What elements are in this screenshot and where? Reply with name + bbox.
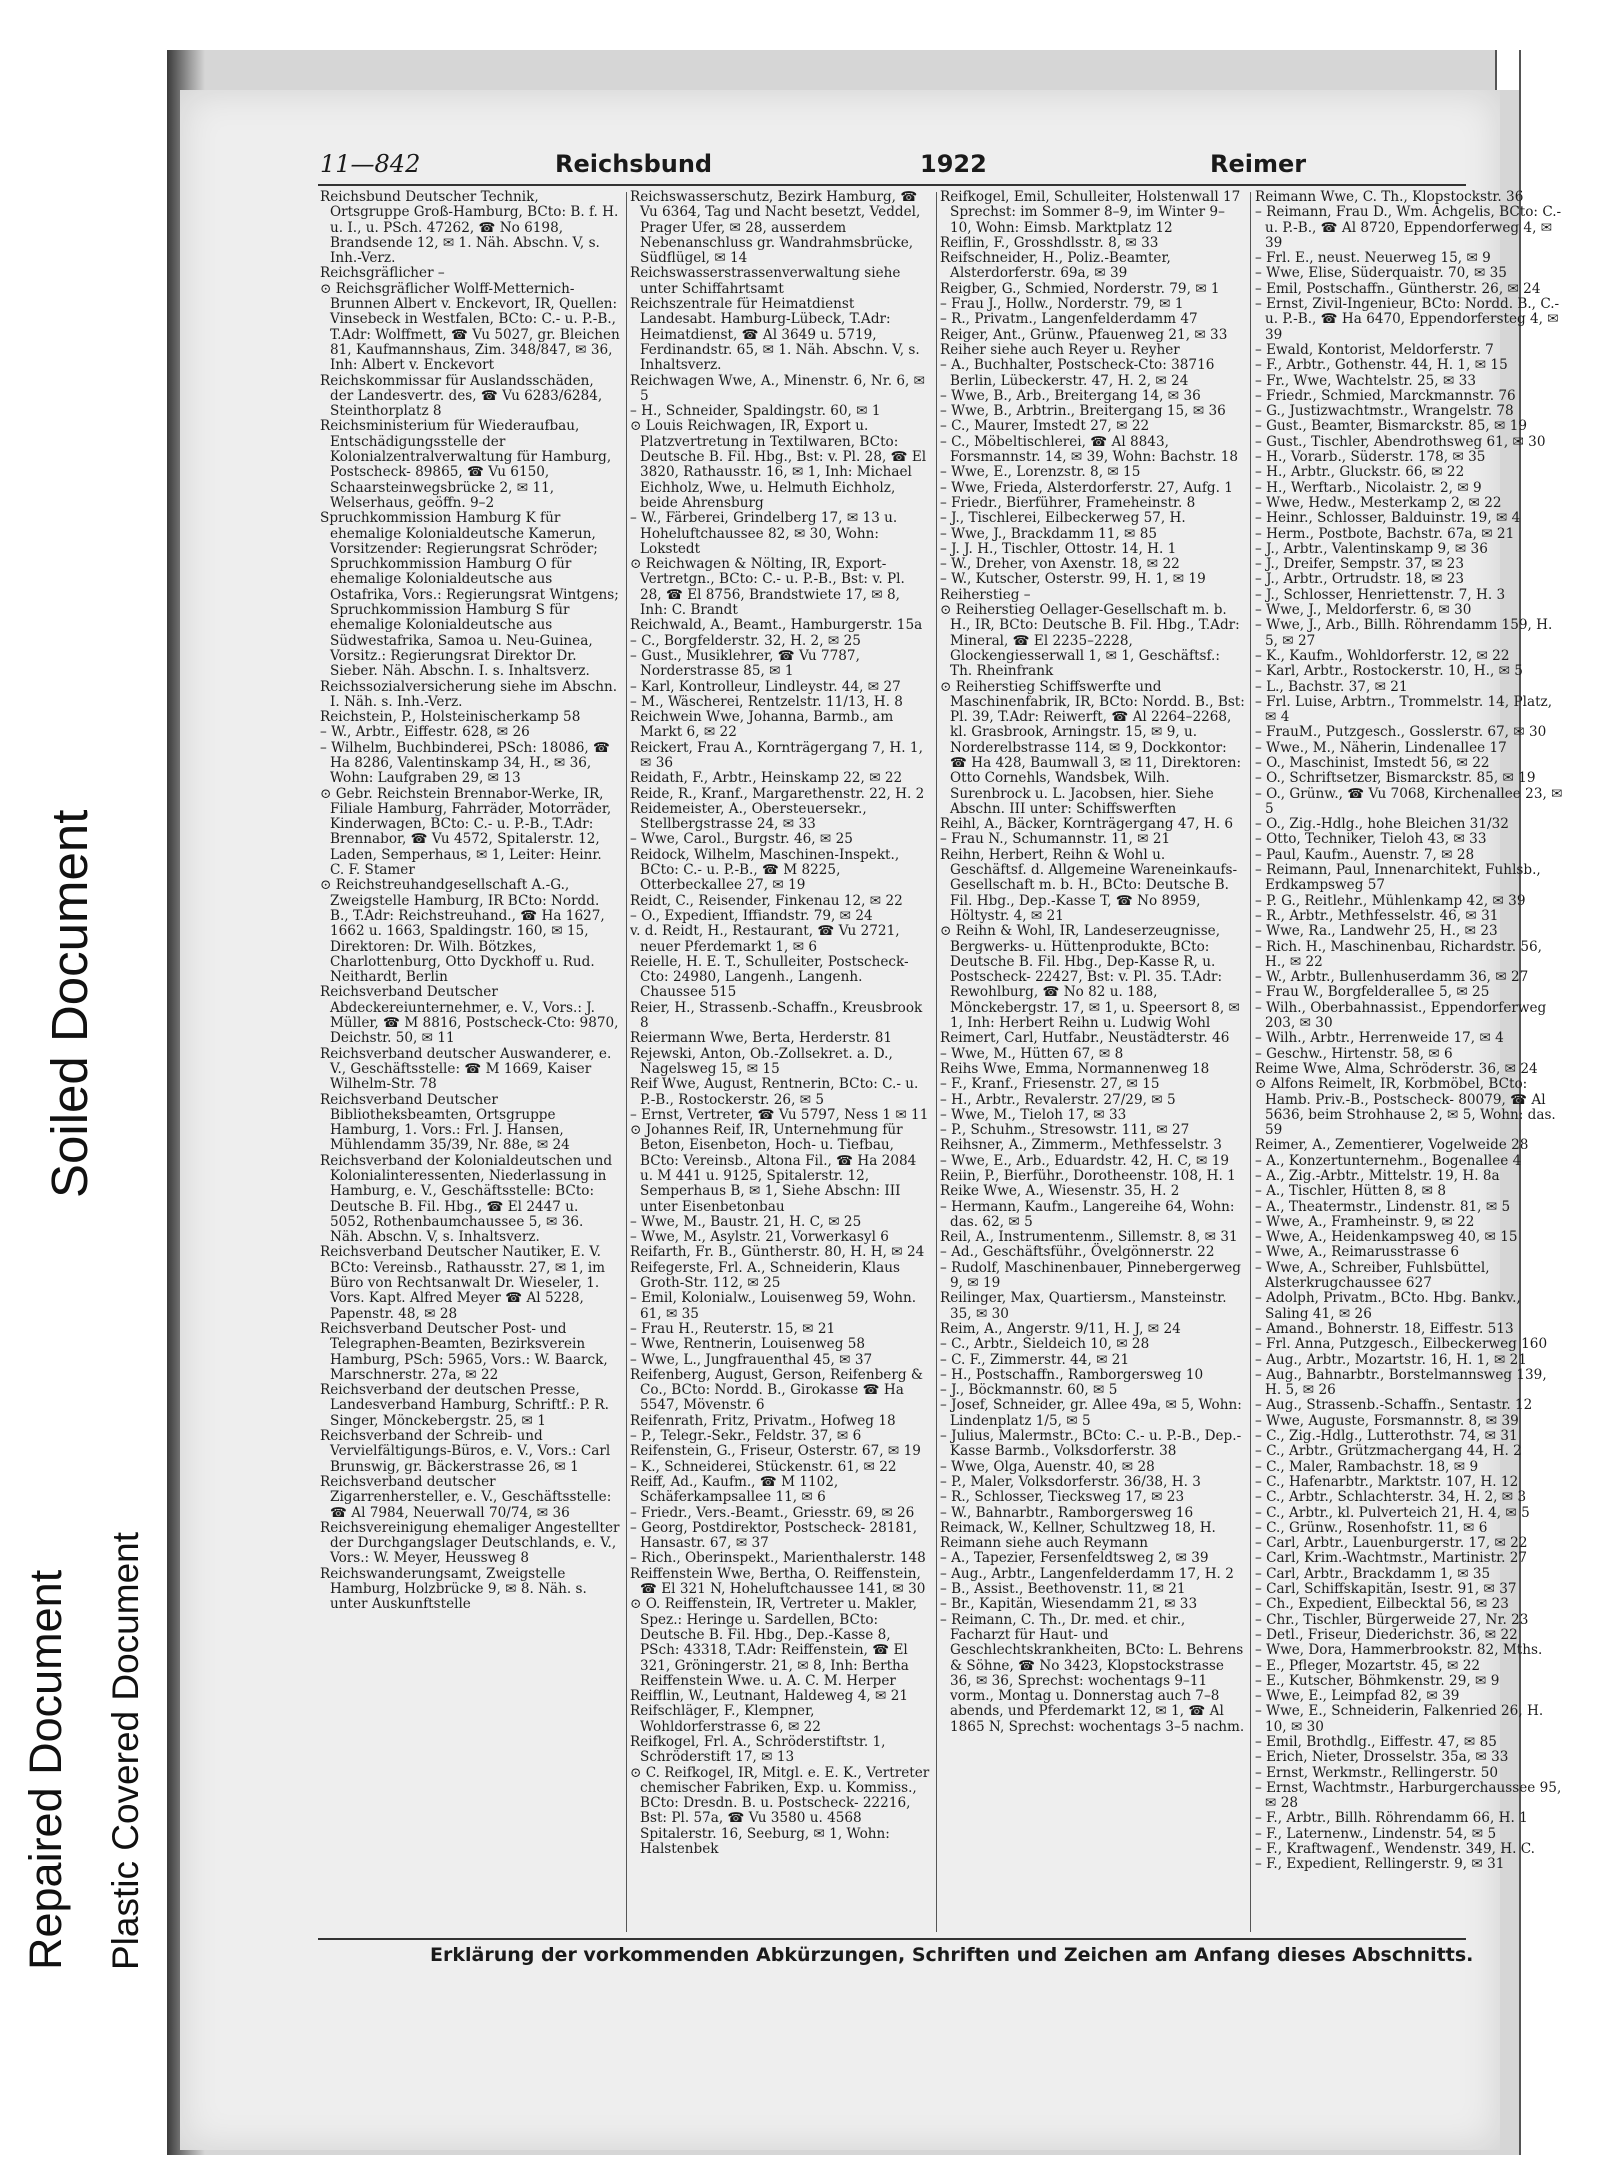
directory-entry: – Wwe, M., Tieloh 17, ✉ 33 — [940, 1106, 1127, 1123]
directory-entry: – Wwe, A., Reimarusstrasse 6 — [1255, 1244, 1460, 1261]
directory-entry: Reichsbund Deutscher Technik, Ortsgruppe Groß-Hamburg, BCto: B. f. H. u. I., u. PSch. 47262, ☎ No 6198, Brandsende 12, ✉ 1. Näh. Abschn. V, s. Inh.-Verz. — [320, 190, 619, 267]
directory-entry: – Frau H., Reuterstr. 15, ✉ 21 — [630, 1320, 836, 1337]
directory-entry: – Julius, Malermstr., BCto: C.- u. P.-B., Dep.-Kasse Barmb., Volksdorferstr. 38 — [940, 1428, 1242, 1460]
directory-entry: Reifenrath, Fritz, Privatm., Hofweg 18 — [630, 1412, 896, 1429]
directory-entry: ⊙ Reichstreuhandgesellschaft A.-G., Zweigstelle Hamburg, IR BCto: Nordd. B., T.Adr: Reichstreuhand., ☎ Ha 1627, 1662 u. 1663, Spaldingstr. 160, ✉ 15, Direktoren: Dr. Wilh. Bötzkes, Charlottenburg, Otto Dyckhoff u. Rud. Neithardt, Berlin — [320, 877, 605, 986]
column-2 — [630, 190, 930, 1935]
directory-entry: Reifenberg, August, Gerson, Reifenberg & Co., BCto: Nordd. B., Girokasse ☎ Ha 5547, Mövenstr. 6 — [630, 1366, 923, 1414]
directory-entry: ⊙ Reihn & Wohl, IR, Landeserzeugnisse, Bergwerks- u. Hüttenprodukte, BCto: Deutsche B. Fil. Hbg., Dep-Kasse R, u. Postscheck- 22427, Bst: v. Pl. 35. T.Adr: Rewohlburg, ☎ No 82 u. 188, Mönckebergstr. 17, ✉ 1, u. Speersort 8, ✉ 1, Inh: Herbert Reihn u. Ludwig Wohl — [940, 923, 1240, 1032]
directory-entry: – M., Wäscherei, Rentzelstr. 11/13, H. 8 — [630, 693, 903, 710]
directory-entry: – Wwe, A., Schreiber, Fuhlsbüttel, Alsterkrugchaussee 627 — [1255, 1259, 1490, 1292]
directory-entry: Reimack, W., Kellner, Schultzweg 18, H. — [940, 1519, 1216, 1536]
directory-entry: – R., Privatm., Langenfelderdamm 47 — [940, 311, 1198, 328]
directory-entry: – Paul, Kaufm., Auenstr. 7, ✉ 28 — [1255, 846, 1475, 863]
directory-entry: Reidemeister, A., Obersteuersekr., Stellbergstrasse 24, ✉ 33 — [630, 800, 867, 833]
directory-entry: Reichsverband der Schreib- und Vervielfältigungs-Büros, e. V., Vors.: Carl Brunswig, gr. Bäckerstrasse 26, ✉ 1 — [320, 1428, 611, 1475]
directory-entry: – K., Schneiderei, Stückenstr. 61, ✉ 22 — [630, 1458, 897, 1475]
directory-entry: – Gust., Tischler, Abendrothsweg 61, ✉ 30 — [1255, 433, 1546, 450]
directory-entry: Reihsner, A., Zimmerm., Methfesselstr. 3 — [940, 1137, 1222, 1154]
directory-entry: Reichsverband Deutscher Post- und Telegraphen-Beamten, Bezirksverein Hamburg, PSch: 5965, Vors.: W. Baarck, Marschnerstr. 27a, ✉ 22 — [320, 1320, 608, 1383]
directory-entry: – Otto, Techniker, Tieloh 43, ✉ 33 — [1255, 831, 1487, 848]
directory-entry: – A., Tischler, Hütten 8, ✉ 8 — [1255, 1183, 1447, 1200]
directory-entry: – Wwe, J., Meldorferstr. 6, ✉ 30 — [1255, 602, 1472, 619]
directory-entry: Reichswasserschutz, Bezirk Hamburg, ☎ Vu 6364, Tag und Nacht besetzt, Veddel, Prager Ufer, ✉ 28, ausserdem Nebenanschluss gr. Wandrahmsbrücke, Südflügel, ✉ 14 — [630, 190, 921, 267]
directory-entry: – O., Grünw., ☎ Vu 7068, Kirchenallee 23, ✉ 5 — [1255, 785, 1563, 817]
repaired-document-label: Repaired Document — [20, 1569, 71, 1970]
directory-entry: – Wwe, A., Framheinstr. 9, ✉ 22 — [1255, 1213, 1475, 1230]
directory-entry: – Wwe, E., Arb., Eduardstr. 42, H. C, ✉ 19 — [940, 1152, 1230, 1169]
directory-entry: Reier, H., Strassenb.-Schaffn., Kreusbrook 8 — [630, 999, 923, 1032]
directory-entry: Reigber, G., Schmied, Norderstr. 79, ✉ 1 — [940, 280, 1220, 297]
directory-entry: Rejewski, Anton, Ob.-Zollsekret. a. D., Nagelsweg 15, ✉ 15 — [630, 1045, 893, 1077]
directory-entry: – Wwe, E., Schneiderin, Falkenried 26, H. 10, ✉ 30 — [1255, 1703, 1544, 1735]
directory-entry: – Wwe, J., Brackdamm 11, ✉ 85 — [940, 525, 1158, 542]
directory-entry: – Herm., Postbote, Bachstr. 67a, ✉ 21 — [1255, 525, 1515, 542]
directory-entry: – L., Bachstr. 37, ✉ 21 — [1255, 678, 1408, 695]
directory-entry: – Wwe, Carol., Burgstr. 46, ✉ 25 — [630, 831, 853, 848]
directory-entry: – J., Dreifer, Sempstr. 37, ✉ 23 — [1255, 556, 1464, 573]
directory-entry: – W., Arbtr., Eiffestr. 628, ✉ 26 — [320, 724, 530, 741]
directory-entry: Reidock, Wilhelm, Maschinen-Inspekt., BCto: C.- u. P.-B., ☎ M 8225, Otterbeckallee 27, ✉ 19 — [630, 846, 900, 894]
directory-entry: ⊙ Reiherstieg Oellager-Gesellschaft m. b. H., IR, BCto: Deutsche B. Fil. Hbg., T.Adr: Mineral, ☎ El 2235–2228, Glockengiesserwall 1, ✉ 1, Geschäftsf.: Th. Rheinfrank — [940, 602, 1240, 680]
directory-entry: Reil, A., Instrumentenm., Sillemstr. 8, ✉ 31 — [940, 1229, 1238, 1246]
directory-entry: – Ernst, Vertreter, ☎ Vu 5797, Ness 1 ✉ 11 — [630, 1106, 929, 1123]
directory-entry: – C., Maler, Rambachstr. 18, ✉ 9 — [1255, 1458, 1479, 1475]
directory-entry: Reifkogel, Emil, Schulleiter, Holstenwall 17 Sprechst: im Sommer 8–9, im Winter 9–10, Wohn: Eimsb. Marktplatz 12 — [940, 190, 1241, 236]
directory-entry: – W., Färberei, Grindelberg 17, ✉ 13 u. Hoheluftchaussee 82, ✉ 30, Wohn: Lokstedt — [630, 510, 898, 557]
directory-entry: Reichswanderungsamt, Zweigstelle Hamburg, Holzbrücke 9, ✉ 8. Näh. s. unter Auskunftstelle — [320, 1565, 587, 1613]
directory-entry: Reichsministerium für Wiederaufbau, Entschädigungsstelle der Kolonialzentralverwaltung für Hamburg, Postscheck- 89865, ☎ Vu 6150, Schaarsteinwegsbrücke 2, ✉ 11, Welserhaus, geöffn. 9–2 — [320, 418, 612, 511]
directory-entry: – Wwe, Hedw., Mesterkamp 2, ✉ 22 — [1255, 494, 1502, 511]
directory-entry: – B., Assist., Beethovenstr. 11, ✉ 21 — [940, 1581, 1186, 1598]
directory-entry: – Wwe, B., Arbtrin., Breitergang 15, ✉ 36 — [940, 403, 1226, 420]
directory-entry: Reichssozialversicherung siehe im Abschn. I. Näh. s. Inh.-Verz. — [320, 678, 618, 710]
directory-entry: ⊙ Johannes Reif, IR, Unternehmung für Beton, Eisenbeton, Hoch- u. Tiefbau, BCto: Vereinsb., Altona Fil., ☎ Ha 2084 u. M 441 u. 9125, Spitalerstr. 12, Semperhaus B, ✉ 1, Siehe Abschn: III unter Eisenbetonbau — [630, 1122, 917, 1215]
directory-entry: – Reimann, Paul, Innenarchitekt, Fuhlsb., Erdkampsweg 57 — [1255, 862, 1541, 894]
directory-entry: ⊙ C. Reifkogel, IR, Mitgl. e. E. K., Vertreter chemischer Fabriken, Exp. u. Kommiss., BCto: Dresdn. B. u. Postscheck- 22216, Bst: Pl. 57a, ☎ Vu 3580 u. 4568 Spitalerstr. 16, Seeburg, ✉ 1, Wohn: Halstenbek — [630, 1764, 930, 1858]
directory-entry: – K., Kaufm., Wohldorferstr. 12, ✉ 22 — [1255, 647, 1510, 664]
directory-entry: Reichskommissar für Auslandsschäden, der Landesvertr. des, ☎ Vu 6283/6284, Steinthorplatz 8 — [320, 372, 603, 420]
directory-entry: – Ernst, Werkmstr., Rellingerstr. 50 — [1255, 1764, 1499, 1781]
directory-entry: – E., Pfleger, Mozartstr. 45, ✉ 22 — [1255, 1657, 1481, 1674]
directory-entry: – Frau J., Hollw., Norderstr. 79, ✉ 1 — [940, 296, 1184, 313]
directory-entry: – Wwe, B., Arb., Breitergang 14, ✉ 36 — [940, 387, 1201, 404]
directory-entry: – Heinr., Schlosser, Balduinstr. 19, ✉ 4 — [1255, 510, 1521, 527]
running-head-left: Reichsbund — [555, 150, 713, 178]
column-4 — [1255, 190, 1565, 1935]
directory-entry: Reichsverband der Kolonialdeutschen und Kolonialinteressenten, Niederlassung in Hamburg, e. V., Geschäftsstelle: BCto: Deutsche B. Fil. Hbg., ☎ El 2447 u. 5052, Rothenbaumchaussee 5, ✉ 36. Näh. Abschn. V, s. Inhaltsverz. — [320, 1152, 613, 1246]
column-3 — [940, 190, 1245, 1935]
directory-entry: – J., Böckmannstr. 60, ✉ 5 — [940, 1382, 1118, 1399]
directory-entry: – J., Tischlerei, Eilbeckerweg 57, H. — [940, 510, 1186, 527]
directory-entry: – Emil, Kolonialw., Louisenweg 59, Wohn. 61, ✉ 35 — [630, 1290, 917, 1322]
directory-entry: – A., Konzertunternehm., Bogenallee 4 — [1255, 1152, 1522, 1169]
directory-entry: – F., Expedient, Rellingerstr. 9, ✉ 31 — [1255, 1856, 1505, 1873]
directory-entry: Reichswasserstrassenverwaltung siehe unter Schiffahrtsamt — [630, 265, 901, 297]
directory-entry: – Geschw., Hirtenstr. 58, ✉ 6 — [1255, 1045, 1453, 1062]
directory-entry: – P., Telegr.-Sekr., Feldstr. 37, ✉ 6 — [630, 1428, 862, 1445]
directory-entry: – E., Kutscher, Böhmkenstr. 29, ✉ 9 — [1255, 1672, 1500, 1689]
directory-entry: Reichstein, P., Holsteinischerkamp 58 — [320, 709, 581, 726]
directory-entry: – C., Borgfelderstr. 32, H. 2, ✉ 25 — [630, 632, 861, 649]
directory-entry: – Gust., Beamter, Bismarckstr. 85, ✉ 19 — [1255, 418, 1528, 435]
directory-entry: – F., Kraftwagenf., Wendenstr. 349, H. C. — [1255, 1841, 1535, 1858]
directory-entry: – C., Maurer, Imstedt 27, ✉ 22 — [940, 418, 1150, 435]
directory-entry: – J., Arbtr., Valentinskamp 9, ✉ 36 — [1255, 540, 1488, 557]
directory-entry: – H., Schneider, Spaldingstr. 60, ✉ 1 — [630, 403, 881, 420]
directory-entry: Reiffenstein Wwe, Bertha, O. Reiffenstein, ☎ El 321 N, Hoheluftchaussee 141, ✉ 30 — [630, 1565, 926, 1598]
directory-entry: Reickert, Frau A., Kornträgergang 7, H. 1, ✉ 36 — [630, 739, 923, 771]
directory-entry: v. d. Reidt, H., Restaurant, ☎ Vu 2721, neuer Pferdemarkt 1, ✉ 6 — [630, 923, 900, 955]
directory-entry: – Erich, Nieter, Drosselstr. 35a, ✉ 33 — [1255, 1749, 1509, 1766]
directory-entry: – Ernst, Zivil-Ingenieur, BCto: Nordd. B., C.- u. P.-B., ☎ Ha 6470, Eppendorfersteg 4, ✉ 39 — [1255, 296, 1560, 343]
directory-entry: – Fr., Wwe, Wachtelstr. 25, ✉ 33 — [1255, 372, 1476, 389]
directory-entry: – H., Werftarb., Nicolaistr. 2, ✉ 9 — [1255, 479, 1482, 496]
directory-entry: – Wwe, M., Baustr. 21, H. C, ✉ 25 — [630, 1213, 862, 1230]
directory-entry: – C., Arbtr., Grützmachergang 44, H. 2 — [1255, 1443, 1522, 1460]
directory-entry: ⊙ Alfons Reimelt, IR, Korbmöbel, BCto: Hamb. Priv.-B., Postscheck- 80079, ☎ Al 5636, beim Strohhause 2, ✉ 5, Wohn: das. 59 — [1255, 1076, 1556, 1139]
directory-entry: – Wwe, L., Jungfrauenthal 45, ✉ 37 — [630, 1351, 873, 1368]
directory-entry: Reidath, F., Arbtr., Heinskamp 22, ✉ 22 — [630, 770, 903, 787]
directory-entry: Reimer, A., Zementierer, Vogelweide 28 — [1255, 1137, 1529, 1154]
directory-entry: Reimann Wwe, C. Th., Klopstockstr. 36 — [1255, 190, 1524, 205]
directory-entry: – Aug., Arbtr., Mozartstr. 16, H. 1, ✉ 21 — [1255, 1351, 1527, 1368]
directory-entry: – Karl, Arbtr., Rostockerstr. 10, H., ✉ 5 — [1255, 663, 1523, 680]
directory-entry: – Wwe, Auguste, Forsmannstr. 8, ✉ 39 — [1255, 1412, 1519, 1429]
directory-entry: – H., Postschaffn., Ramborgersweg 10 — [940, 1366, 1204, 1383]
directory-entry: Reiff, Ad., Kaufm., ☎ M 1102, Schäferkampsallee 11, ✉ 6 — [630, 1473, 839, 1506]
page-number: 11—842 — [320, 150, 421, 178]
directory-entry: ⊙ Reichsgräflicher Wolff-Metternich-Brunnen Albert v. Enckevort, IR, Quellen: Vinsebeck in Westfalen, BCto: C.- u. P.-B., T.Adr: Wolffmett, ☎ Vu 5027, gr. Bleichen 81, Kaufmannshaus, Zim. 348/847, ✉ 36, Inh: Albert v. Enckevort — [320, 280, 620, 374]
directory-entry: – J., Schlosser, Henriettenstr. 7, H. 3 — [1255, 586, 1506, 603]
directory-entry: Reilinger, Max, Quartiersm., Mansteinstr. 35, ✉ 30 — [940, 1290, 1227, 1322]
directory-entry: – Adolph, Privatm., BCto. Hbg. Bankv., Saling 41, ✉ 26 — [1255, 1290, 1521, 1322]
directory-entry: – Aug., Arbtr., Langenfelderdamm 17, H. 2 — [940, 1565, 1234, 1582]
header-rule — [318, 184, 1466, 186]
directory-entry: – J. J. H., Tischler, Ottostr. 14, H. 1 — [940, 540, 1177, 557]
directory-entry: Spruchkommission Hamburg K für ehemalige Kolonialdeutsche Kamerun, Vorsitzender: Regierungsrat Schröder; Spruchkommission Hamburg O für ehemalige Kolonialdeutsche aus Ostafrika, Vors.: Regierungsrat Wintgens; Spruchkommission Hamburg S für ehemalige Kolonialdeutsche aus Südwestafrika, Samoa u. Neu-Guinea, Vorsitz.: Regierungsrat Direktor Dr. Sieber. Näh. Abschn. I. s. Inhaltsverz. — [320, 510, 619, 680]
directory-entry: – H., Vorarb., Süderstr. 178, ✉ 35 — [1255, 449, 1486, 466]
directory-entry: – Wwe, M., Asylstr. 21, Vorwerkasyl 6 — [630, 1229, 889, 1246]
directory-entry: – C., Grünw., Rosenhofstr. 11, ✉ 6 — [1255, 1519, 1488, 1536]
directory-entry: – R., Schlosser, Tiecksweg 17, ✉ 23 — [940, 1489, 1185, 1506]
directory-entry: – O., Zig.-Hdlg., hohe Bleichen 31/32 — [1255, 816, 1509, 833]
directory-entry: – Carl, Schiffskapitän, Isestr. 91, ✉ 37 — [1255, 1581, 1517, 1598]
directory-entry: – Wwe, Ra., Landwehr 25, H., ✉ 23 — [1255, 923, 1498, 940]
directory-entry: Reifegerste, Frl. A., Schneiderin, Klaus Groth-Str. 112, ✉ 25 — [630, 1259, 900, 1292]
directory-entry: – Friedr., Bierführer, Frameheinstr. 8 — [940, 494, 1196, 511]
directory-entry: – P. G., Reitlehr., Mühlenkamp 42, ✉ 39 — [1255, 892, 1526, 909]
directory-entry: ⊙ Gebr. Reichstein Brennabor-Werke, IR, Filiale Hamburg, Fahrräder, Motorräder, Kinderwagen, BCto: C.- u. P.-B., T.Adr: Brennabor, ☎ Vu 4572, Spitalerstr. 12, Laden, Semperhaus, ✉ 1, Leiter: Heinr. C. F. Stamer — [320, 785, 612, 879]
directory-entry: – W., Kutscher, Osterstr. 99, H. 1, ✉ 19 — [940, 571, 1206, 588]
directory-entry: – Emil, Brothdlg., Eiffestr. 47, ✉ 85 — [1255, 1733, 1497, 1750]
directory-entry: – Friedr., Schmied, Marckmannstr. 76 — [1255, 387, 1516, 404]
directory-entry: – Georg, Postdirektor, Postscheck- 28181, Hansastr. 67, ✉ 37 — [630, 1519, 918, 1552]
directory-entry: – Frl. E., neust. Neuerweg 15, ✉ 9 — [1255, 250, 1491, 267]
directory-entry: – O., Expedient, Iffiandstr. 79, ✉ 24 — [630, 907, 873, 924]
directory-entry: Reichsgräflicher – — [320, 265, 445, 282]
directory-entry: Reichwein Wwe, Johanna, Barmb., am Markt 6, ✉ 22 — [630, 709, 894, 741]
directory-entry: – W., Dreher, von Axenstr. 18, ✉ 22 — [940, 556, 1180, 573]
directory-entry: Reike Wwe, A., Wiesenstr. 35, H. 2 — [940, 1183, 1180, 1200]
directory-entry: – Rudolf, Maschinenbauer, Pinnebergerweg 9, ✉ 19 — [940, 1259, 1241, 1292]
directory-entry: – W., Arbtr., Bullenhuserdamm 36, ✉ 27 — [1255, 969, 1529, 986]
directory-entry: Reiherstieg – — [940, 586, 1031, 603]
footer-note: Erklärung der vorkommenden Abkürzungen, Schriften und Zeichen am Anfang dieses Abschnitts. — [430, 1944, 1474, 1966]
directory-entry: – Wilhelm, Buchbinderei, PSch: 18086, ☎ Ha 8286, Valentinskamp 34, H., ✉ 36, Wohn: Laufgraben 29, ✉ 13 — [320, 739, 610, 787]
directory-entry: – Emil, Postschaffn., Güntherstr. 26, ✉ 24 — [1255, 280, 1541, 297]
directory-entry: Reifflin, W., Leutnant, Haldeweg 4, ✉ 21 — [630, 1688, 909, 1705]
directory-entry: – Wilh., Arbtr., Herrenweide 17, ✉ 4 — [1255, 1030, 1504, 1047]
directory-entry: – Wilh., Oberbahnassist., Eppendorferweg 203, ✉ 30 — [1255, 999, 1547, 1032]
directory-entry: – Karl, Kontrolleur, Lindleystr. 44, ✉ 27 — [630, 678, 901, 695]
directory-entry: – Carl, Arbtr., Brackdamm 1, ✉ 35 — [1255, 1565, 1491, 1582]
directory-entry: – Br., Kapitän, Wiesendamm 21, ✉ 33 — [940, 1596, 1198, 1613]
directory-entry: – O., Maschinist, Imstedt 56, ✉ 22 — [1255, 754, 1490, 771]
directory-entry: – F., Laternenw., Lindenstr. 54, ✉ 5 — [1255, 1825, 1497, 1842]
directory-entry: Reiermann Wwe, Berta, Herderstr. 81 — [630, 1030, 893, 1047]
directory-entry: Reichsvereinigung ehemaliger Angestellter der Durchgangslager Deutschlands, e. V., Vors.: W. Meyer, Heussweg 8 — [320, 1519, 620, 1567]
directory-entry: – Aug., Strassenb.-Schaffn., Sentastr. 12 — [1255, 1397, 1533, 1414]
directory-entry: – C., Möbeltischlerei, ☎ Al 8843, Forsmannstr. 14, ✉ 39, Wohn: Bachstr. 18 — [940, 433, 1239, 466]
directory-entry: – C., Arbtr., Sieldeich 10, ✉ 28 — [940, 1336, 1150, 1353]
directory-entry: Reielle, H. E. T., Schulleiter, Postscheck-Cto: 24980, Langenh., Langenh. Chaussee 515 — [630, 953, 909, 1001]
directory-entry: – A., Zig.-Arbtr., Mittelstr. 19, H. 8a — [1255, 1168, 1500, 1184]
directory-entry: Reichsverband Deutscher Bibliotheksbeamten, Ortsgruppe Hamburg, 1. Vors.: Frl. J. Hansen, Mühlendamm 35/39, Nr. 88e, ✉ 24 — [320, 1091, 570, 1154]
directory-entry: Reichwagen Wwe, A., Minenstr. 6, Nr. 6, ✉ 5 — [630, 372, 926, 404]
plastic-covered-document-label: Plastic Covered Document — [105, 1531, 146, 1970]
directory-entry: Reiger, Ant., Grünw., Pfauenweg 21, ✉ 33 — [940, 326, 1228, 343]
directory-entry: – O., Schriftsetzer, Bismarckstr. 85, ✉ 19 — [1255, 770, 1536, 787]
directory-entry: Reihl, A., Bäcker, Kornträgergang 47, H. 6 — [940, 816, 1233, 833]
directory-entry: Reim, A., Angerstr. 9/11, H. J, ✉ 24 — [940, 1320, 1181, 1337]
directory-entry: – C., Zig.-Hdlg., Lutterothstr. 74, ✉ 31 — [1255, 1428, 1518, 1445]
directory-entry: – Wwe, Frieda, Alsterdorferstr. 27, Aufg. 1 — [940, 479, 1233, 496]
directory-entry: ⊙ O. Reiffenstein, IR, Vertreter u. Makler, Spez.: Heringe u. Sardellen, BCto: Deutsche B. Fil. Hbg., Dep.-Kasse 8, PSch: 43318, T.Adr: Reiffenstein, ☎ El 321, Gröningerstr. 21, ✉ 8, Inh: Bertha Reiffenstein Wwe. u. A. C. M. Herper — [630, 1596, 918, 1689]
directory-entry: – G., Justizwachtmstr., Wrangelstr. 78 — [1255, 403, 1514, 420]
directory-entry: – Reimann, Frau D., Wm. Achgelis, BCto: C.- u. P.-B., ☎ Al 8720, Eppendorferweg 4, ✉ 39 — [1255, 204, 1562, 251]
directory-entry: Reihs Wwe, Emma, Normannenweg 18 — [940, 1060, 1210, 1077]
sidebar-labels — [0, 0, 165, 2177]
running-head-right: Reimer — [1210, 150, 1307, 178]
directory-entry: Reiher siehe auch Reyer u. Reyher — [940, 341, 1180, 358]
directory-entry: – Rich. H., Maschinenbau, Richardstr. 56, H., ✉ 22 — [1255, 938, 1542, 970]
directory-entry: – H., Arbtr., Gluckstr. 66, ✉ 22 — [1255, 464, 1465, 481]
directory-entry: Reime Wwe, Alma, Schröderstr. 36, ✉ 24 — [1255, 1060, 1538, 1077]
directory-entry: – Carl, Arbtr., Lauenburgerstr. 17, ✉ 22 — [1255, 1535, 1528, 1552]
directory-entry: – Friedr., Vers.-Beamt., Griesstr. 69, ✉ 26 — [630, 1504, 915, 1521]
directory-entry: Reichsverband Deutscher Abdeckereiunternehmer, e. V., Vors.: J. Müller, ☎ M 8816, Postscheck-Cto: 9870, Deichstr. 50, ✉ 11 — [320, 984, 619, 1047]
directory-entry: – A., Tapezier, Fersenfeldtsweg 2, ✉ 39 — [940, 1550, 1209, 1567]
directory-entry: Reichsverband der deutschen Presse, Landesverband Hamburg, Schriftf.: P. R. Singer, Mönckebergstr. 25, ✉ 1 — [320, 1382, 609, 1429]
directory-entry: – Hermann, Kaufm., Langereihe 64, Wohn: das. 62, ✉ 5 — [940, 1198, 1235, 1230]
directory-entry: – F., Arbtr., Billh. Röhrendamm 66, H. 1 — [1255, 1810, 1528, 1827]
directory-entry: Reifenstein, G., Friseur, Osterstr. 67, ✉ 19 — [630, 1443, 921, 1460]
directory-entry: Reichwald, A., Beamt., Hamburgerstr. 15a — [630, 617, 923, 634]
directory-entry: Reifschneider, H., Poliz.-Beamter, Alsterdorferstr. 69a, ✉ 39 — [940, 250, 1171, 282]
directory-entry: – C., Arbtr., Schlachterstr. 34, H. 2, ✉ 3 — [1255, 1489, 1527, 1506]
directory-entry: – Reimann, C. Th., Dr. med. et chir., Facharzt für Haut- und Geschlechtskrankheiten, BCto: L. Behrens & Söhne, ☎ No 3423, Klopstockstrasse 36, ✉ 36, Sprechst: wochentags 9–11 vorm., Montag u. Donnerstag auch 7–8 abends, und Pferdemarkt 12, ✉ 1, ☎ Al 1865 N, Sprechst: wochentags 3–5 nachm. — [940, 1611, 1245, 1735]
directory-entry: – F., Arbtr., Gothenstr. 44, H. 1, ✉ 15 — [1255, 357, 1508, 374]
directory-entry: – Wwe, Olga, Auenstr. 40, ✉ 28 — [940, 1458, 1155, 1475]
directory-entry: Reidt, C., Reisender, Finkenau 12, ✉ 22 — [630, 892, 903, 909]
directory-entry: – H., Arbtr., Revalerstr. 27/29, ✉ 5 — [940, 1091, 1176, 1108]
directory-entry: – C., Arbtr., kl. Pulverteich 21, H. 4, ✉ 5 — [1255, 1504, 1530, 1521]
directory-entry: Reichszentrale für Heimatdienst Landesabt. Hamburg-Lübeck, T.Adr: Heimatdienst, ☎ Al 3649 u. 5719, Ferdinandstr. 65, ✉ 1. Näh. Abschn. V, s. Inhaltsverz. — [630, 296, 920, 374]
directory-entry: – Wwe, Elise, Süderquaistr. 70, ✉ 35 — [1255, 265, 1507, 282]
directory-entry: ⊙ Reiherstieg Schiffswerfte und Maschinenfabrik, IR, BCto: Nordd. B., Bst: Pl. 39, T.Adr: Reiwerft, ☎ Al 2264–2268, kl. Grasbrook, Arningstr. 15, ✉ 9, u. Norderelbstrasse 114, ✉ 9, Dockkontor: ☎ Ha 428, Baumwall 3, ✉ 11, Direktoren: Otto Cornehls, Wandsbek, Wilh. Surenbrock u. L. Jacobsen, hier. Siehe Abschn. III unter: Schiffswerften — [940, 678, 1245, 817]
directory-entry: – Chr., Tischler, Bürgerweide 27, Nr. 23 — [1255, 1611, 1529, 1628]
directory-entry: – A., Buchhalter, Postscheck-Cto: 38716 Berlin, Lübeckerstr. 47, H. 2, ✉ 24 — [940, 357, 1215, 389]
directory-entry: – R., Arbtr., Methfesselstr. 46, ✉ 31 — [1255, 907, 1499, 924]
directory-entry: ⊙ Reichwagen & Nölting, IR, Export-Vertretgn., BCto: C.- u. P.-B., Bst: v. Pl. 28, ☎ El 8756, Brandstwiete 17, ✉ 8, Inh: C. Brandt — [630, 556, 905, 619]
directory-entry: Reifarth, Fr. B., Güntherstr. 80, H. H, ✉ 24 — [630, 1244, 925, 1261]
directory-entry: – Ernst, Wachtmstr., Harburgerchaussee 95, ✉ 28 — [1255, 1779, 1562, 1812]
directory-entry: – W., Bahnarbtr., Ramborgersweg 16 — [940, 1504, 1194, 1521]
directory-entry: Reifkogel, Frl. A., Schröderstiftstr. 1, Schröderstift 17, ✉ 13 — [630, 1733, 886, 1766]
directory-entry: – Wwe, M., Hütten 67, ✉ 8 — [940, 1045, 1124, 1062]
directory-entry: Reichsverband Deutscher Nautiker, E. V. BCto: Vereinsb., Rathausstr. 27, ✉ 1, im Büro von Rechtsanwalt Dr. Wieseler, 1. Vors. Kapt. Alfred Meyer ☎ Al 5228, Papenstr. 48, ✉ 28 — [320, 1244, 606, 1322]
column-1 — [320, 190, 620, 1935]
directory-entry: Reide, R., Kranf., Margarethenstr. 22, H. 2 — [630, 785, 925, 802]
directory-entry: – Josef, Schneider, gr. Allee 49a, ✉ 5, Wohn: Lindenplatz 1/5, ✉ 5 — [940, 1397, 1242, 1429]
directory-entry: Reifschläger, F., Klempner, Wohldorferstrasse 6, ✉ 22 — [630, 1703, 821, 1735]
footer-rule — [318, 1938, 1466, 1940]
directory-entry: Reimert, Carl, Hutfabr., Neustädterstr. 46 — [940, 1030, 1230, 1047]
directory-entry: – P., Schuhm., Stresowstr. 111, ✉ 27 — [940, 1122, 1190, 1139]
directory-entry: Reimann siehe auch Reymann — [940, 1535, 1148, 1552]
directory-entry: – Gust., Musiklehrer, ☎ Vu 7787, Norderstrasse 85, ✉ 1 — [630, 647, 860, 680]
directory-entry: – C., Hafenarbtr., Marktstr. 107, H. 12 — [1255, 1473, 1519, 1490]
directory-entry: – Ad., Geschäftsführ., Övelgönnerstr. 22 — [940, 1244, 1215, 1261]
directory-entry: – Wwe., M., Näherin, Lindenallee 17 — [1255, 739, 1507, 756]
directory-entry: Reiin, P., Bierführ., Dorotheenstr. 108, H. 1 — [940, 1168, 1236, 1184]
directory-entry: – Frl. Luise, Arbtrn., Trommelstr. 14, Platz, ✉ 4 — [1255, 693, 1553, 726]
directory-entry: – Frau N., Schumannstr. 11, ✉ 21 — [940, 831, 1171, 848]
directory-entry: – F., Kranf., Friesenstr. 27, ✉ 15 — [940, 1076, 1160, 1093]
directory-entry: – Frau W., Borgfelderallee 5, ✉ 25 — [1255, 984, 1490, 1001]
directory-entry: Reihn, Herbert, Reihn & Wohl u. Geschäftsf. d. Allgemeine Wareneinkaufs-Gesellschaft m. b. H., BCto: Deutsche B. Fil. Hbg., Dep.-Kasse T, ☎ No 8959, Höltystr. 4, ✉ 21 — [940, 846, 1238, 924]
directory-entry: Reichsverband deutscher Auswanderer, e. V., Geschäftsstelle: ☎ M 1669, Kaiser Wilhelm-Str. 78 — [320, 1045, 612, 1093]
running-head-year: 1922 — [920, 150, 987, 178]
scan-corner-tab — [1495, 50, 1519, 90]
directory-entry: Reif Wwe, August, Rentnerin, BCto: C.- u. P.-B., Rostockerstr. 26, ✉ 5 — [630, 1076, 919, 1108]
directory-entry: – Ch., Expedient, Eilbecktal 56, ✉ 23 — [1255, 1596, 1509, 1613]
directory-entry: – Amand., Bohnerstr. 18, Eiffestr. 513 — [1255, 1320, 1514, 1337]
directory-entry: – Wwe, J., Arb., Billh. Röhrendamm 159, H. 5, ✉ 27 — [1255, 617, 1553, 649]
column-divider — [936, 192, 937, 1932]
directory-entry: – Rich., Oberinspekt., Marienthalerstr. 148 — [630, 1550, 926, 1567]
directory-entry: – Carl, Krim.-Wachtmstr., Martinistr. 27 — [1255, 1550, 1528, 1567]
directory-entry: Reichsverband deutscher Zigarrenhersteller, e. V., Geschäftsstelle: ☎ Al 7984, Neuerwall 70/74, ✉ 36 — [320, 1473, 612, 1521]
soiled-document-label: Soiled Document — [41, 809, 98, 1198]
directory-entry: – Detl., Friseur, Diederichstr. 36, ✉ 22 — [1255, 1626, 1518, 1643]
column-divider — [626, 192, 627, 1932]
directory-entry: – Wwe, A., Heidenkampsweg 40, ✉ 15 — [1255, 1229, 1518, 1246]
directory-entry: – C. F., Zimmerstr. 44, ✉ 21 — [940, 1351, 1130, 1368]
directory-entry: – Wwe, E., Leimpfad 82, ✉ 39 — [1255, 1688, 1460, 1705]
directory-entry: – P., Maler, Volksdorferstr. 36/38, H. 3 — [940, 1473, 1201, 1490]
directory-entry: ⊙ Louis Reichwagen, IR, Export u. Platzvertretung in Textilwaren, BCto: Deutsche B. Fil. Hbg., Bst: v. Pl. 28, ☎ El 3820, Rathausstr. 16, ✉ 1, Inh: Michael Eichholz, Wwe, u. Helmuth Eichholz, beide Ahrensburg — [630, 418, 927, 511]
directory-entry: – Wwe, E., Lorenzstr. 8, ✉ 15 — [940, 464, 1141, 481]
column-divider — [1250, 192, 1251, 1932]
directory-entry: – Aug., Bahnarbtr., Borstelmannsweg 139, H. 5, ✉ 26 — [1255, 1366, 1547, 1399]
directory-entry: – FrauM., Putzgesch., Gosslerstr. 67, ✉ 30 — [1255, 724, 1547, 741]
directory-entry: – Wwe, Rentnerin, Louisenweg 58 — [630, 1336, 866, 1353]
directory-entry: – Wwe, Dora, Hammerbrookstr. 82, Mths. — [1255, 1642, 1543, 1659]
directory-entry: – J., Arbtr., Ortrudstr. 18, ✉ 23 — [1255, 571, 1465, 588]
directory-entry: – A., Theatermstr., Lindenstr. 81, ✉ 5 — [1255, 1198, 1511, 1215]
directory-entry: – Frl. Anna, Putzgesch., Eilbeckerweg 160 — [1255, 1336, 1548, 1353]
directory-entry: – Ewald, Kontorist, Meldorferstr. 7 — [1255, 341, 1494, 358]
directory-entry: Reiflin, F., Grosshdlsstr. 8, ✉ 33 — [940, 234, 1159, 251]
